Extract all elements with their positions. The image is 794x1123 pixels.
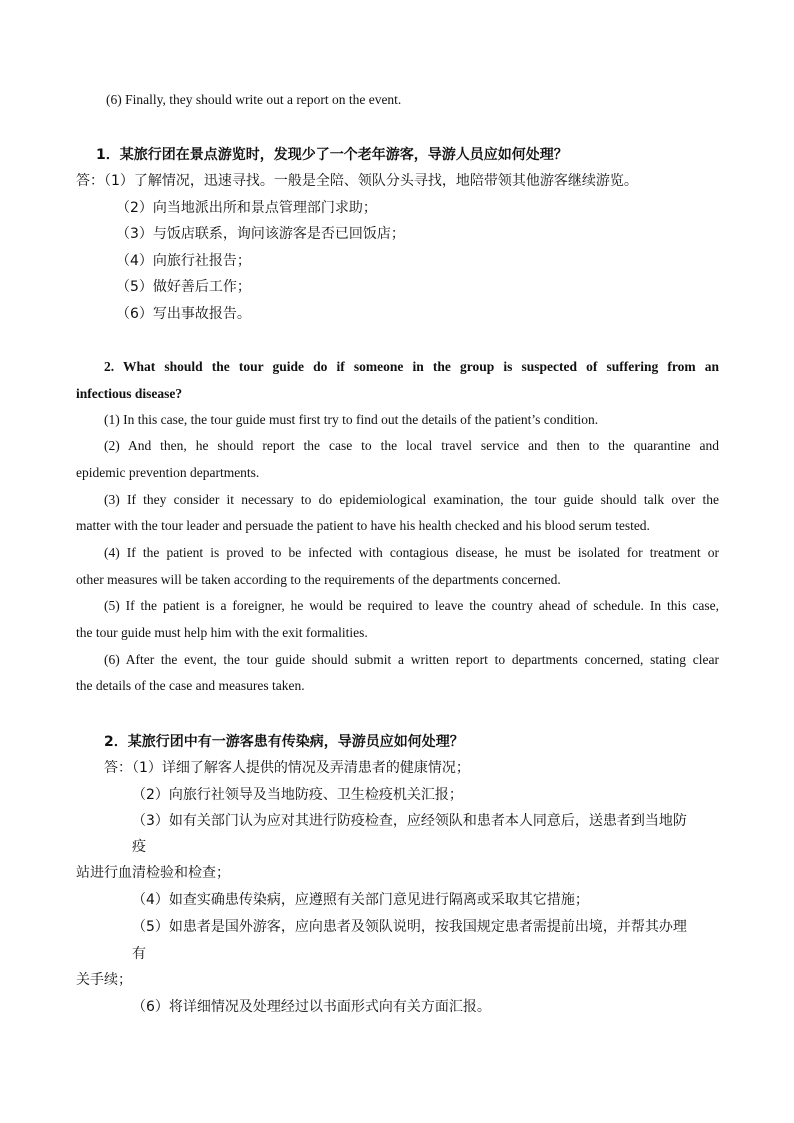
section2-zh-answer-line: 答：（1）详细了解客人提供的情况及弄清患者的健康情况；	[104, 760, 470, 776]
section2-zh-item-cont: 关手续；	[76, 972, 132, 988]
section2-en-paragraph-line: (4) If the patient is proved to be infected with contagious disease, he must be isolated for treatment or	[104, 545, 719, 560]
section1-item: （5）做好善后工作；	[116, 279, 251, 295]
section2-zh-item: （6）将详细情况及处理经过以书面形式向有关方面汇报。	[132, 999, 491, 1015]
section2-en-paragraph-line: (2) And then, he should report the case to the local travel service and then to the quarantine and	[104, 438, 719, 453]
section2-zh-item-cont: 站进行血清检验和检查；	[76, 865, 230, 881]
section2-en-heading: 2. What should the tour guide do if someone in the group is suspected of suffering from an	[104, 359, 719, 374]
section1-answer-line: 答：（1）了解情况，迅速寻找。一般是全陪、领队分头寻找，地陪带领其他游客继续游览。	[76, 173, 638, 189]
intro-item: (6) Finally, they should write out a report on the event.	[106, 92, 402, 107]
section2-zh-item-wrap: 有	[132, 946, 146, 962]
section2-zh-item: （2）向旅行社领导及当地防疫、卫生检疫机关汇报；	[132, 787, 463, 803]
section1-item: （3）与饭店联系，询问该游客是否已回饭店；	[116, 226, 405, 242]
section2-en-paragraph-line: (3) If they consider it necessary to do epidemiological examination, the tour guide should talk over the	[104, 492, 719, 507]
section2-en-heading-cont: infectious disease?	[76, 386, 183, 401]
section2-zh-item: （3）如有关部门认为应对其进行防疫检查，应经领队和患者本人同意后，送患者到当地防	[132, 813, 687, 829]
section1-item: （2）向当地派出所和景点管理部门求助；	[116, 200, 377, 216]
section2-zh-heading: 2．某旅行团中有一游客患有传染病，导游员应如何处理？	[104, 734, 464, 750]
section2-en-paragraph-line: the details of the case and measures taken.	[76, 678, 305, 693]
section1-item: （4）向旅行社报告；	[116, 253, 251, 269]
section2-en-paragraph-line: (1) In this case, the tour guide must first try to find out the details of the patient’s condition.	[104, 412, 599, 427]
section2-en-paragraph-line: the tour guide must help him with the exit formalities.	[76, 625, 368, 640]
section2-en-paragraph-line: (5) If the patient is a foreigner, he would be required to leave the country ahead of schedule. In this case,	[104, 598, 719, 613]
section2-en-paragraph-line: epidemic prevention departments.	[76, 465, 260, 480]
section2-en-paragraph-line: matter with the tour leader and persuade the patient to have his health checked and his blood serum tested.	[76, 518, 650, 533]
section1-heading: 1．某旅行团在景点游览时，发现少了一个老年游客，导游人员应如何处理？	[96, 147, 568, 163]
section2-zh-item: （5）如患者是国外游客，应向患者及领队说明，按我国规定患者需提前出境，并帮其办理	[132, 919, 687, 935]
section2-en-paragraph-line: (6) After the event, the tour guide should submit a written report to departments concerned, stating clear	[104, 652, 719, 667]
section2-zh-item: （4）如查实确患传染病，应遵照有关部门意见进行隔离或采取其它措施；	[132, 892, 589, 908]
section2-en-paragraph-line: other measures will be taken according to the requirements of the departments concerned.	[76, 572, 561, 587]
section1-item: （6）写出事故报告。	[116, 306, 251, 322]
section2-zh-item-wrap: 疫	[132, 839, 146, 855]
